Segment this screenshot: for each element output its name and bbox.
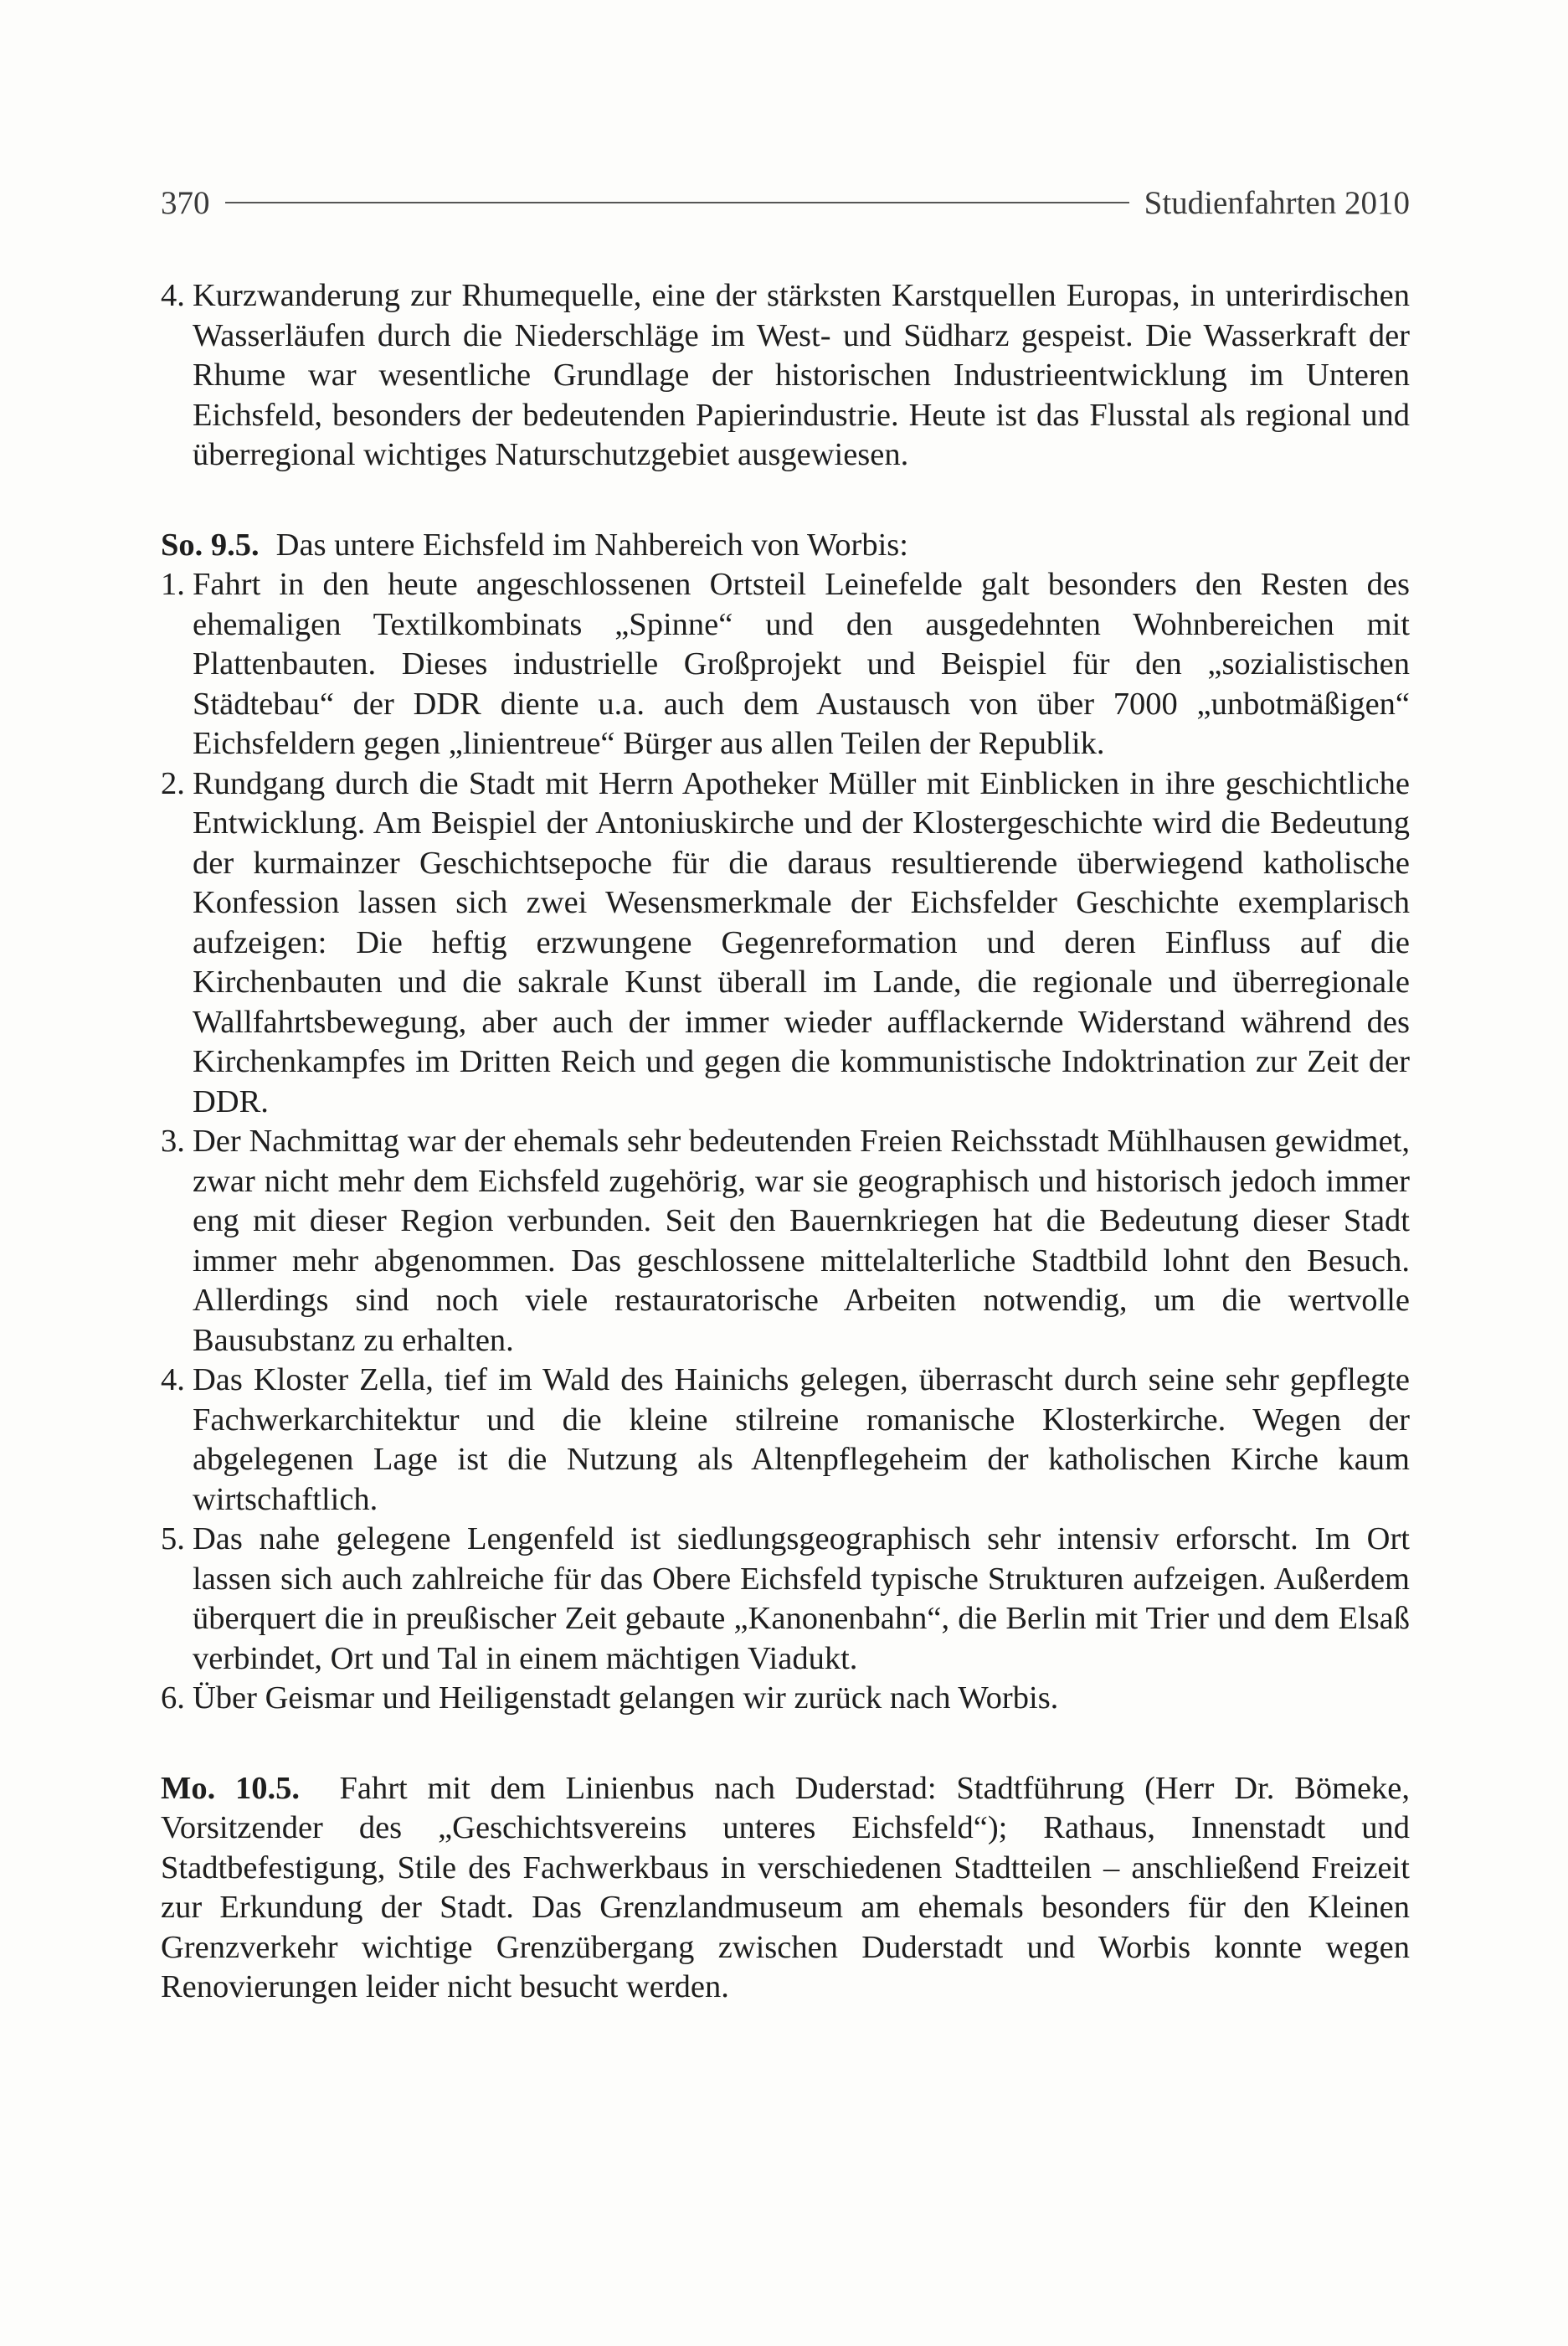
intro-item (161, 276, 1410, 476)
list-number: 3. (161, 1124, 185, 1159)
list-item-text: Über Geismar und Heiligenstadt gelangen wir zurück nach Worbis. (193, 1680, 1059, 1716)
list-number: 4. (161, 278, 185, 313)
list-item-text: Fahrt in den heute angeschlossenen Ortsteil Leinefelde galt besonders den Resten des ehemaligen Textilkombinats „Spinne“ und den ausgedehnten Wohnbereichen mit Plattenbauten. Dieses industrielle Großprojekt und Beispiel für den „sozialistischen Städtebau“ der DDR diente u.a. auch dem Austausch von über 7000 „unbotmäßigen“ Eichsfeldern gegen „linientreue“ Bürger aus allen Teilen der Republik. (193, 567, 1410, 761)
day-label: So. 9.5. (161, 527, 260, 563)
list-item (161, 565, 1410, 764)
section-mo-text: Fahrt mit dem Linienbus nach Duderstad: Stadtführung (Herr Dr. Bömeke, Vorsitzender des „Geschichtsvereins unteres Eichsfeld“); Rathaus, Innenstadt und Stadtbefestigung, Stile des Fachwerkbaus in verschiedenen Stadtteilen – anschließend Freizeit zur Erkundung der Stadt. Das Grenzlandmuseum am ehemals besonders für den Kleinen Grenzverkehr wichtige Grenzübergang zwischen Duderstadt und Worbis konnte wegen Renovierungen leider nicht besucht werden. (161, 1770, 1410, 2004)
list-item-text: Kurzwanderung zur Rhumequelle, eine der stärksten Karstquellen Europas, in unterirdischen Wasserläufen durch die Niederschläge im West- und Südharz gespeist. Die Wasserkraft der Rhume war wesentliche Grundlage der historischen Industrieentwicklung im Unteren Eichsfeld, besonders der bedeutenden Papierindustrie. Heute ist das Flusstal als regional und überregional wichtiges Naturschutzgebiet ausgewiesen. (193, 278, 1410, 472)
list-item-text: Das Kloster Zella, tief im Wald des Hainichs gelegen, überrascht durch seine sehr gepflegte Fachwerkarchitektur und die kleine stilreine romanische Klosterkirche. Wegen der abgelegenen Lage ist die Nutzung als Altenpflegeheim der katholischen Kirche kaum wirtschaftlich. (193, 1362, 1410, 1517)
list-number: 2. (161, 765, 185, 801)
list-item-text: Das nahe gelegene Lengenfeld ist siedlungsgeographisch sehr intensiv erforscht. Im Ort lassen sich auch zahlreiche für das Obere Eichsfeld typische Strukturen aufzeigen. Außerdem überquert die in preußischer Zeit gebaute „Kanonenbahn“, die Berlin mit Trier und dem Elsaß verbindet, Ort und Tal in einem mächtigen Viadukt. (193, 1521, 1410, 1676)
header-rule (225, 202, 1129, 203)
list-item-text: Rundgang durch die Stadt mit Herrn Apotheker Müller mit Einblicken in ihre geschichtliche Entwicklung. Am Beispiel der Antoniuskirche und der Klostergeschichte wird die Bedeutung der kurmainzer Geschichtsepoche für die daraus resultierende überwiegend katholische Konfession lassen sich zwei Wesensmerkmale der Eichsfelder Geschichte exemplarisch aufzeigen: Die heftig erzwungene Gegenreformation und deren Einfluss auf die Kirchenbauten und die sakrale Kunst überall im Lande, die regionale und überregionale Wallfahrtsbewegung, aber auch der immer wieder aufflackernde Widerstand während des Kirchenkampfes im Dritten Reich und gegen die kommunistische Indoktrination zur Zeit der DDR. (193, 765, 1410, 1119)
list-item (161, 1520, 1410, 1679)
running-head (161, 177, 1410, 228)
list-item-text: Der Nachmittag war der ehemals sehr bedeutenden Freien Reichsstadt Mühlhausen gewidmet, zwar nicht mehr dem Eichsfeld zugehörig, war sie geographisch und historisch jedoch immer eng mit dieser Region verbunden. Seit den Bauernkriegen hat die Bedeutung dieser Stadt immer mehr abgenommen. Das geschlossene mittelalterliche Stadtbild lohnt den Besuch. Allerdings sind noch viele restauratorische Arbeiten notwendig, um die wertvolle Bausubstanz zu erhalten. (193, 1124, 1410, 1358)
list-number: 1. (161, 567, 185, 602)
list-item (161, 1361, 1410, 1520)
page-number: 370 (161, 184, 210, 221)
list-number: 5. (161, 1521, 185, 1556)
section-title: Das untere Eichsfeld im Nahbereich von Worbis: (275, 527, 908, 563)
day-label: Mo. 10.5. (161, 1770, 300, 1806)
section-mo (161, 1769, 1410, 2008)
section-heading-so (161, 526, 1410, 566)
list-item (161, 1679, 1410, 1719)
list-number: 4. (161, 1362, 185, 1397)
body-text (161, 276, 1410, 2008)
running-title: Studienfahrten 2010 (1144, 184, 1410, 221)
list-item (161, 1122, 1410, 1361)
list-number: 6. (161, 1680, 185, 1716)
list-item (161, 764, 1410, 1123)
